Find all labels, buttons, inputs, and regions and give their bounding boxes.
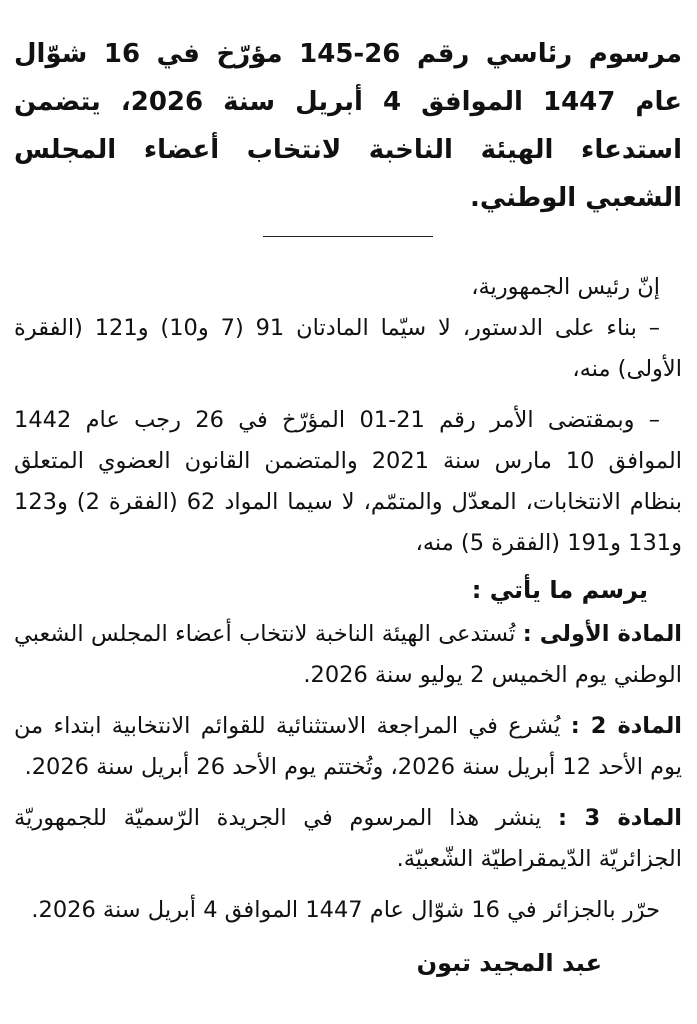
article-3-text: ينشر هذا المرسوم في الجريدة الرّسميّة للجمهوريّة الجزائريّة الدّيمقراطيّة الشّعبيّة. xyxy=(14,805,682,872)
article-1 xyxy=(14,614,682,696)
article-2-text: يُشرع في المراجعة الاستثنائية للقوائم الانتخابية ابتداء من يوم الأحد 12 أبريل سنة 2026، وتُختتم يوم الأحد 26 أبريل سنة 2026. xyxy=(14,713,682,780)
decrees-heading: يرسم ما يأتي : xyxy=(471,576,648,604)
closing-statement: حرّر بالجزائر في 16 شوّال عام 1447 الموافق 4 أبريل سنة 2026. xyxy=(31,897,660,923)
signature: عبد المجيد تبون xyxy=(416,949,602,977)
preamble-clause-constitution: – بناء على الدستور، لا سيّما المادتان 91 (7 و10) و121 (الفقرة الأولى) منه، xyxy=(14,315,682,382)
article-3 xyxy=(14,798,682,880)
article-2 xyxy=(14,706,682,788)
decree-title: مرسوم رئاسي رقم 26-145 مؤرّخ في 16 شوّال عام 1447 الموافق 4 أبريل سنة 2026، يتضمن استدعاء الهيئة الناخبة لانتخاب أعضاء المجلس الشعبي الوطني. xyxy=(14,39,682,213)
preamble-opening: إنّ رئيس الجمهورية، xyxy=(471,274,660,300)
article-1-label: المادة الأولى : xyxy=(522,621,683,647)
title-divider xyxy=(263,236,433,237)
decree-document xyxy=(14,30,682,983)
preamble-clause-electoral-law: – وبمقتضى الأمر رقم 21-01 المؤرّخ في 26 رجب عام 1442 الموافق 10 مارس سنة 2021 والمتضمن القانون العضوي المتعلق بنظام الانتخابات، المعدّل والمتمّم، لا سيما المواد 62 (الفقرة 2) و123 و131 و191 (الفقرة 5) منه، xyxy=(14,407,682,556)
article-2-label: المادة 2 : xyxy=(570,713,682,739)
article-1-text: تُستدعى الهيئة الناخبة لانتخاب أعضاء المجلس الشعبي الوطني يوم الخميس 2 يوليو سنة 2026. xyxy=(14,621,682,688)
article-3-label: المادة 3 : xyxy=(558,805,683,831)
